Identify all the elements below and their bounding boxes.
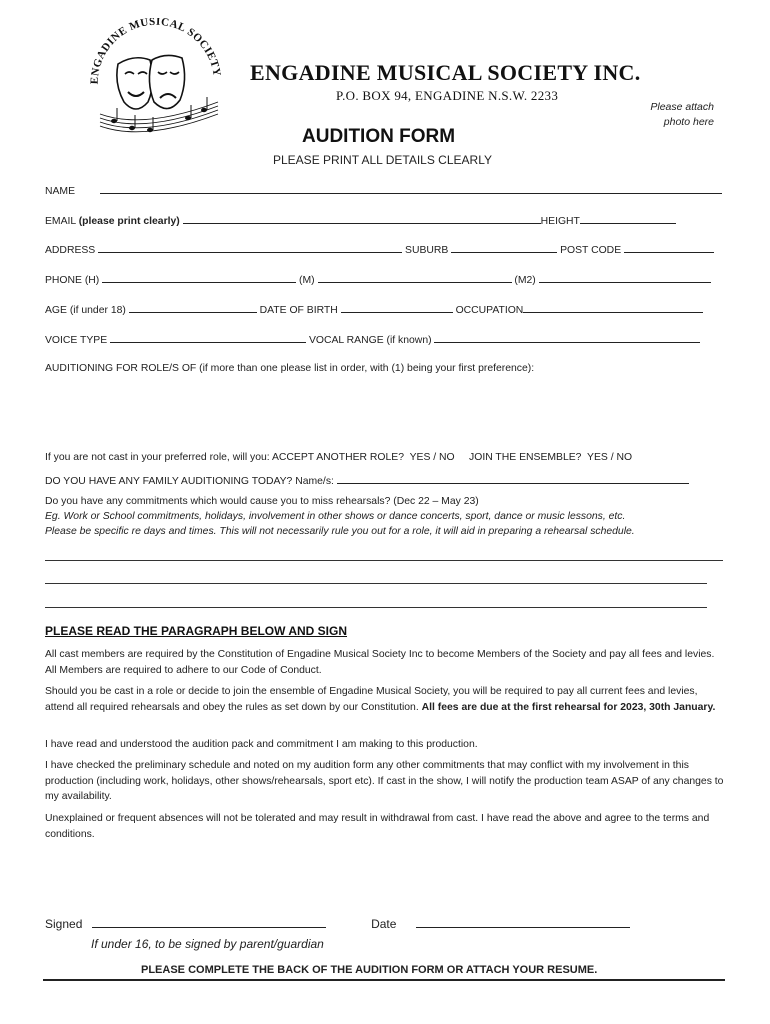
dob-line[interactable]: [341, 303, 453, 313]
suburb-line[interactable]: [451, 243, 557, 253]
postcode-line[interactable]: [624, 243, 714, 253]
agreement-paragraph-3: I have read and understood the audition pack and commitment I am making to this production.: [45, 739, 478, 750]
email-line[interactable]: [183, 214, 541, 224]
signature-line[interactable]: [92, 918, 326, 928]
date-line[interactable]: [416, 918, 630, 928]
agreement-paragraph-4: I have checked the preliminary schedule and noted on my audition form any other commitments that may conflict with my involvement in this production (including work, holidays, other shows/rehearsals, sport etc). If cast in the show, I will notify the production team ASAP of any changes to my availability.: [45, 760, 724, 802]
organisation-address: P.O. BOX 94, ENGADINE N.S.W. 2233: [336, 88, 559, 103]
commitments-line-3[interactable]: [45, 607, 707, 608]
suburb-label: SUBURB: [405, 245, 449, 256]
phone-row: [45, 273, 722, 286]
form-title: AUDITION FORM: [302, 126, 456, 147]
phone-h-line[interactable]: [102, 273, 296, 283]
name-line[interactable]: [100, 184, 722, 194]
not-cast-question: If you are not cast in your preferred role, will you: ACCEPT ANOTHER ROLE? YES / NO JOIN THE ENSEMBLE? YES / NO: [45, 452, 633, 463]
phone-m-line[interactable]: [318, 273, 512, 283]
agreement-paragraph-1: All cast members are required by the Constitution of Engadine Musical Society Inc to become Members of the Society and pay all fees and levies. All Members are required to adhere to our Code of Conduct.: [45, 649, 715, 676]
fees-due-note: All fees are due at the first rehearsal for 2023, 30th January.: [421, 701, 716, 713]
address-row: [45, 243, 722, 256]
phone-m-label: (M): [299, 275, 315, 286]
name-field[interactable]: [45, 184, 722, 197]
date-label: Date: [371, 917, 397, 931]
phone-m2-label: (M2): [514, 275, 536, 286]
phone-h-label: PHONE (H): [45, 275, 100, 286]
organisation-name: ENGADINE MUSICAL SOCIETY INC.: [250, 60, 641, 85]
family-line[interactable]: [337, 474, 689, 484]
agreement-paragraph-5: Unexplained or frequent absences will not be tolerated and may result in withdrawal from cast. I have read the above and agree to the terms and conditions.: [45, 813, 710, 840]
postcode-label: POST CODE: [560, 245, 622, 256]
svg-text:ENGADINE MUSICAL SOCIETY Inc: ENGADINE MUSICAL SOCIETY: [88, 18, 223, 85]
voice-row: [45, 333, 722, 346]
signed-label: Signed: [45, 917, 83, 931]
email-height-row: [45, 214, 722, 227]
footer-rule: [43, 979, 725, 981]
age-label: AGE (if under 18): [45, 305, 126, 316]
commitments-examples: Eg. Work or School commitments, holidays, involvement in other shows or dance concerts, sport, dance or music lessons, etc.: [45, 511, 626, 522]
commitments-line-1[interactable]: [45, 560, 723, 561]
photo-note-line-2: photo here: [663, 116, 714, 128]
height-label: HEIGHT: [540, 216, 580, 227]
address-line[interactable]: [98, 243, 402, 253]
agreement-heading: PLEASE READ THE PARAGRAPH BELOW AND SIGN: [45, 624, 348, 638]
dob-label: DATE OF BIRTH: [259, 305, 338, 316]
theatre-masks-icon: [84, 18, 224, 142]
commitments-question: Do you have any commitments which would cause you to miss rehearsals? (Dec 22 – May 23): [45, 496, 479, 507]
family-row: [45, 474, 722, 487]
age-line[interactable]: [129, 303, 257, 313]
photo-note: [594, 100, 714, 130]
phone-m2-line[interactable]: [539, 273, 711, 283]
occupation-line[interactable]: [523, 303, 703, 313]
occupation-label: OCCUPATION: [455, 305, 524, 316]
family-label: DO YOU HAVE ANY FAMILY AUDITIONING TODAY? Name/s:: [45, 476, 334, 487]
footer-note: PLEASE COMPLETE THE BACK OF THE AUDITION FORM OR ATTACH YOUR RESUME.: [141, 964, 598, 976]
agreement-paragraph-2-text: Should you be cast in a role or decide to join the ensemble of Engadine Musical Society, you will be required to pay all current fees and levies, attend all required rehearsals and obey the rules as set down by our Constitution.: [45, 686, 698, 713]
height-line[interactable]: [580, 214, 676, 224]
voice-type-line[interactable]: [110, 333, 306, 343]
signature-row: [45, 917, 630, 931]
form-subtitle: PLEASE PRINT ALL DETAILS CLEARLY: [273, 153, 492, 167]
address-label: ADDRESS: [45, 245, 96, 256]
name-label: NAME: [45, 186, 76, 197]
parent-guardian-note: If under 16, to be signed by parent/guardian: [91, 937, 324, 951]
vocal-range-label: VOCAL RANGE (if known): [308, 335, 432, 346]
voice-type-label: VOICE TYPE: [45, 335, 108, 346]
auditioning-for-label: AUDITIONING FOR ROLE/S OF (if more than one please list in order, with (1) being your first preference):: [45, 363, 535, 374]
agreement-paragraph-2: [45, 684, 725, 715]
society-logo: [84, 18, 224, 142]
email-label: EMAIL: [45, 216, 76, 227]
vocal-range-line[interactable]: [434, 333, 700, 343]
photo-note-line-1: Please attach: [650, 101, 714, 113]
commitments-line-2[interactable]: [45, 583, 707, 584]
email-note: (please print clearly): [78, 216, 180, 227]
age-row: [45, 303, 722, 316]
commitments-specific: Please be specific re days and times. This will not necessarily rule you out for a role, it will aid in preparing a rehearsal schedule.: [45, 526, 635, 537]
